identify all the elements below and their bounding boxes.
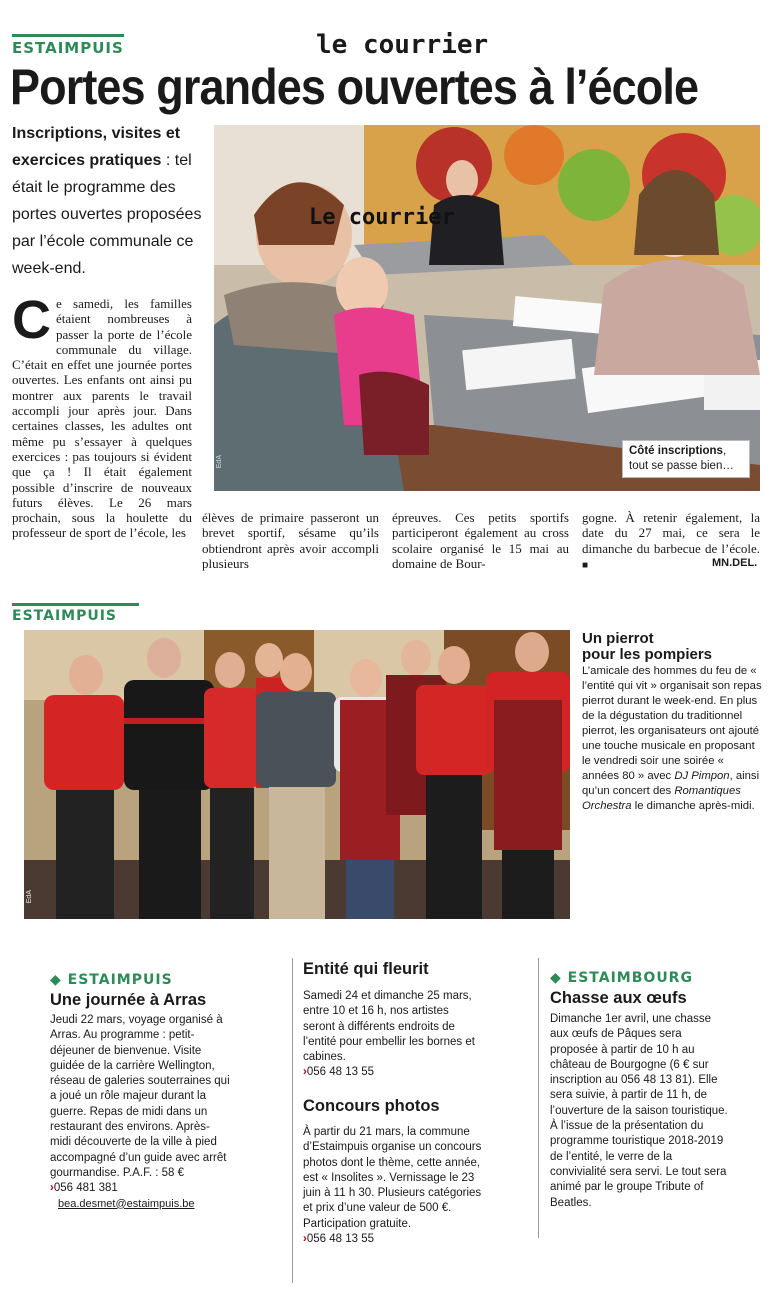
article2-text-b: , ainsi qu’un concert des — [582, 770, 760, 797]
brief-fleurit-text: Samedi 24 et dimanche 25 mars, entre 10 et 16 h, nos artistes seront à différents endroits de l’entité pour embellir les bornes et cabines. — [303, 990, 475, 1064]
school-photo-illustration — [214, 125, 760, 491]
brief-photos-phone — [303, 1232, 483, 1247]
masthead: le courrier — [316, 30, 489, 60]
brief-arras-title: Une journée à Arras — [50, 991, 207, 1009]
section-label: ESTAIMPUIS — [12, 34, 124, 57]
school-photo — [214, 125, 760, 491]
article2-text-a: L’amicale des hommes du feu de « l’entité qui vit » organisait son repas pierrot durant le week-end. En plus de la dégustation du traditionnel pierrot, les organisateurs ont ajouté une touche musicale en proposant le vendredi soir une soirée « années 80 » avec — [582, 665, 762, 782]
brief-arras-tag — [50, 972, 230, 988]
brief-fleurit — [303, 960, 483, 1081]
headline: Portes grandes ouvertes à l’école — [10, 59, 699, 115]
article2-dj: DJ Pimpon — [674, 770, 730, 782]
caption-bold: Côté inscriptions — [629, 445, 723, 457]
article2-band: Romantiques Orchestra — [582, 785, 741, 812]
brief-oeufs-title: Chasse aux œufs — [550, 989, 687, 1007]
brief-photos-title: Concours photos — [303, 1097, 440, 1115]
brief-arras-phone-text: 056 481 381 — [53, 1182, 118, 1195]
article2-title-line2: pour les pompiers — [582, 646, 713, 663]
firefighters-photo-illustration — [24, 630, 570, 919]
intro-bold: Inscriptions, visites et exercices pratiques — [12, 125, 181, 169]
end-mark: ■ — [582, 559, 589, 571]
firefighters-photo — [24, 630, 570, 919]
photo-credit-2: EdA — [26, 890, 33, 904]
brief-arras-text: Jeudi 22 mars, voyage organisé à Arras. Au programme : petit-déjeuner de bienvenue. Visite guidée de la carrière Wellington, réseau de galeries souterraines qui a joué un rôle majeur durant la guerre. Repas de midi dans un restaurant des environs. Après-midi découverte de la ville à pied accompagné d’un guide avec arrêt gourmandise. P.A.F. : 58 € — [50, 1014, 230, 1179]
brief-oeufs-text: Dimanche 1er avril, une chasse aux œufs de Pâques sera proposée à partir de 10 h au château de Bourgogne (6 € sur inscription au 056 48 13 81). Elle sera suivie, à partir de 11 h, de l’ouverture de la saison touristique. À l’issue de la présentation du programme touristique 2018-2019 de l’entité, le verre de la convivialité sera servi. Le tout sera animé par le groupe Tribute of Beatles. — [550, 1013, 728, 1209]
brief-photos-phone-text: 056 48 13 55 — [306, 1233, 374, 1246]
diamond-icon: ◆ — [50, 972, 62, 988]
caption-rest: , tout se passe bien… — [629, 445, 734, 472]
article2-title — [582, 631, 762, 663]
brief-arras-phone — [50, 1181, 230, 1196]
brief-fleurit-phone — [303, 1065, 483, 1080]
diamond-icon: ◆ — [550, 970, 562, 986]
column-rule — [292, 958, 293, 1283]
article-col-4-text: gogne. À retenir également, la date du 27 mai, ce sera le dimanche du barbecue de l’école. — [582, 510, 760, 556]
column-rule — [538, 958, 539, 1238]
photo-watermark: Le courrier — [309, 205, 455, 230]
arrow-icon: › — [303, 1233, 307, 1246]
brief-oeufs — [550, 970, 730, 1211]
intro-paragraph — [12, 120, 210, 282]
photo-credit: EdA — [216, 455, 223, 469]
brief-arras-email[interactable]: bea.desmet@estaimpuis.be — [58, 1197, 195, 1210]
arrow-icon: › — [50, 1182, 54, 1195]
article-col-1-text: e samedi, les familles étaient nombreuses à passer la porte de l’école communale du village. C’était en effet une journée portes ouvertes. Les enfants ont ainsi pu montrer aux parents le travail accompli jour après jour. Dans certaines classes, les adultes ont même pu s’essayer à quelques exercices : pas toujours si évident que ça ! Il était également possible d’inscrire de nouveaux futurs élèves. Le 26 mars prochain, sous la houlette du professeur de sport de l’école, les — [12, 296, 192, 541]
brief-oeufs-tag-text: ESTAIMBOURG — [567, 970, 693, 986]
article-col-3: épreuves. Ces petits sportifs participeront également au cross scolaire organisé le 15 mai au domaine de Bour- — [392, 510, 569, 571]
brief-oeufs-tag — [550, 970, 730, 986]
photo-caption — [622, 440, 750, 478]
brief-photos — [303, 1097, 483, 1247]
arrow-icon: › — [303, 1066, 307, 1079]
section-label-2: ESTAIMPUIS — [12, 603, 139, 624]
signature: MN.DEL. — [712, 557, 758, 569]
article-col-1 — [12, 290, 192, 541]
article-col-2: élèves de primaire passeront un brevet sportif, sésame qu’ils obtiendront après avoir accompli plusieurs — [202, 510, 379, 571]
article2-text-c: le dimanche après-midi. — [631, 800, 755, 812]
brief-arras — [50, 972, 230, 1212]
dropcap: C — [12, 290, 51, 350]
brief-arras-tag-text: ESTAIMPUIS — [67, 972, 173, 988]
brief-fleurit-title: Entité qui fleurit — [303, 960, 429, 978]
article2-title-line1: Un pierrot — [582, 630, 654, 647]
intro-rest: : tel était le programme des portes ouvertes proposées par l’école communale ce week-end. — [12, 152, 202, 277]
brief-photos-text: À partir du 21 mars, la commune d’Estaimpuis organise un concours photos dont le thème, cette année, est « Insolites ». Vernissage le 23 juin à 11 h 30. Plusieurs catégories et prix d’une valeur de 500 €. Participation gratuite. — [303, 1126, 482, 1230]
article2-text — [582, 664, 762, 814]
brief-fleurit-phone-text: 056 48 13 55 — [306, 1066, 374, 1079]
